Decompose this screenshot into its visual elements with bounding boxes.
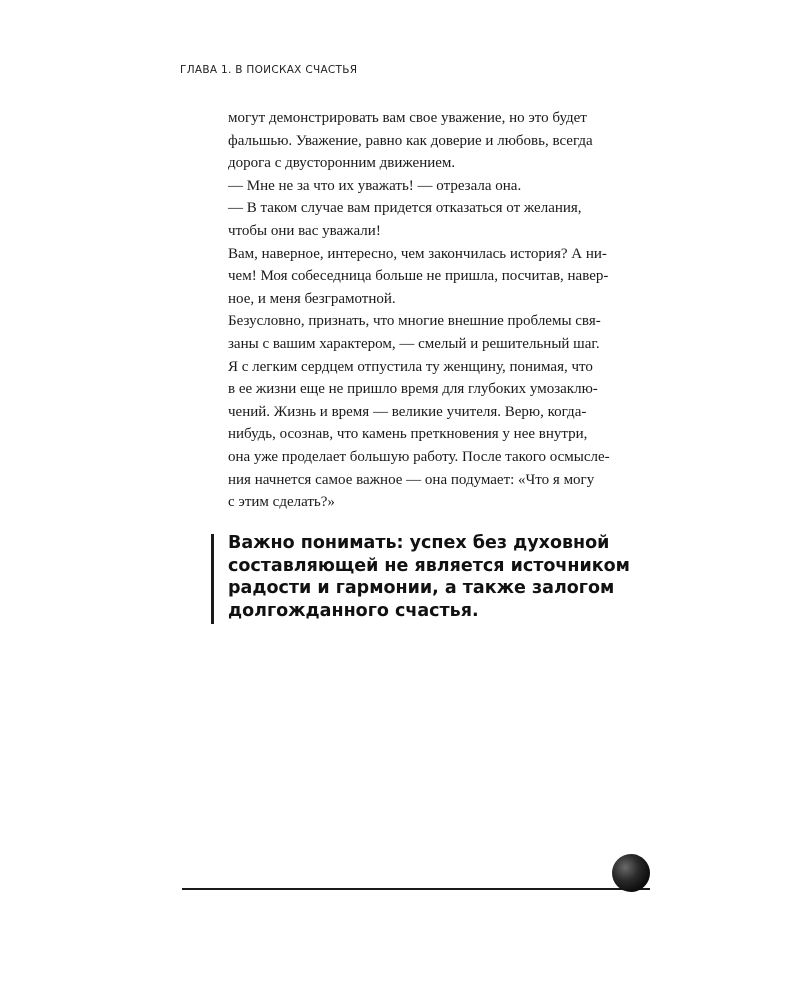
body-line: ное, и меня безграмотной. — [228, 290, 396, 307]
chapter-title: ГЛАВА 1. В ПОИСКАХ СЧАСТЬЯ — [180, 64, 358, 76]
body-line: с этим сделать?» — [228, 494, 335, 511]
body-line: дорога с двусторонним движением. — [228, 155, 456, 172]
body-line: чтобы они вас уважали! — [228, 222, 381, 239]
body-line: — Мне не за что их уважать! — отрезала она. — [228, 177, 522, 194]
callout-line: долгожданного счастья. — [228, 600, 479, 621]
callout-line: Важно понимать: успех без духовной — [228, 533, 610, 553]
body-line: ния начнется самое важное — она подумает: «Что я могу — [228, 471, 595, 488]
callout-line: составляющей не является источником — [228, 555, 630, 576]
body-line: заны с вашим характером, — смелый и решительный шаг. — [228, 335, 600, 352]
body-line: чем! Моя собеседница больше не пришла, посчитав, навер- — [228, 268, 609, 285]
body-line: в ее жизни еще не пришло время для глубоких умозаклю- — [228, 381, 598, 398]
callout-bar — [211, 534, 214, 624]
body-line: — В таком случае вам придется отказаться от желания, — [228, 200, 582, 217]
page-sphere-icon — [612, 854, 650, 892]
body-line: Я с легким сердцем отпустила ту женщину, понимая, что — [228, 358, 593, 375]
body-line: Вам, наверное, интересно, чем закончилась история? А ни- — [228, 245, 607, 262]
body-line: она уже проделает большую работу. После такого осмысле- — [228, 448, 610, 465]
body-line: чений. Жизнь и время — великие учителя. Верю, когда- — [228, 403, 587, 420]
body-text — [228, 107, 648, 514]
footer-rule — [182, 888, 650, 890]
callout-line: радости и гармонии, а также залогом — [228, 578, 615, 598]
callout-quote — [228, 532, 638, 622]
body-line: могут демонстрировать вам свое уважение, но это будет — [228, 110, 587, 126]
body-line: Безусловно, признать, что многие внешние проблемы свя- — [228, 313, 601, 330]
body-line: нибудь, осознав, что камень преткновения у нее внутри, — [228, 426, 588, 443]
body-line: фальшью. Уважение, равно как доверие и любовь, всегда — [228, 132, 593, 149]
